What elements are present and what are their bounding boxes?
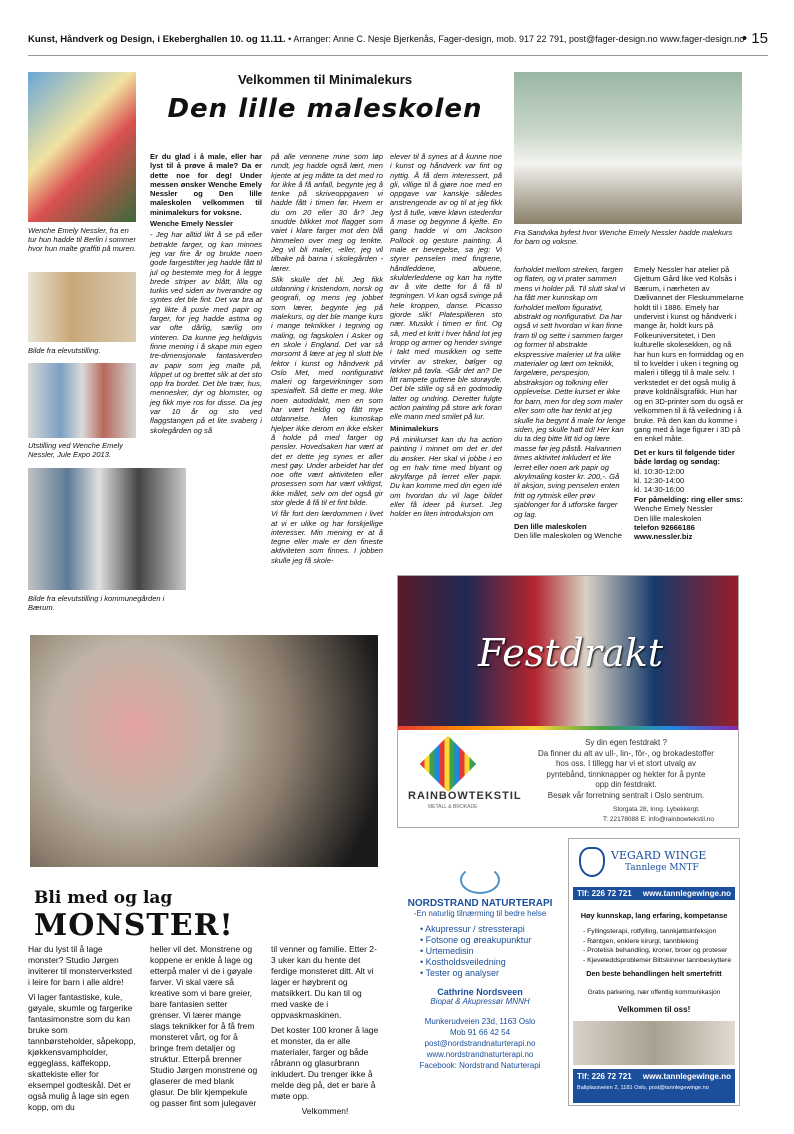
course-time: kl. 14:30-16:00 [634,485,685,495]
rainbow-brand-sub: METALL & BROKADE [428,804,478,810]
vegard-service: - Røntgen, enklere kirurgi, tannbleking [583,937,699,945]
festdrakt-line: pyntebånd, tinnknapper og hekter for å pynte [546,769,706,779]
vegard-service: - Fyllingsterapi, rotfylling, tannkjøttsinfeksjon [583,928,717,935]
vegard-parking: Gratis parkering, nær offentlig kommunikasjon [587,989,721,996]
monster-col-1 [28,944,136,1117]
vegard-foot-phone[interactable]: Tlf: 226 72 721 [577,1072,632,1081]
festdrakt-line: Da finner du alt av ull-, lin-, fôr-, og brokadestoffer [538,748,714,758]
festdrakt-ad [397,575,739,828]
vegard-name: VEGARD WINGE [611,849,707,862]
rightcol-paragraph: Den lille maleskolen og Wenche [514,531,622,541]
contact-org: Den lille maleskolen [634,513,702,523]
vegard-service: - Protetisk behandling, kroner, broer og proteser [583,947,728,955]
caption-1: Wenche Emely Nessler, fra en tur hun hadde til Berlin i sommer hvor hun malte graffiti på muren. [28,226,136,253]
naturterapi-web[interactable]: www.nordstrandnaturterapi.no [426,1050,534,1059]
service-item: • Fotsone og øreakupunktur [420,935,560,946]
article-title: Den lille maleskolen [167,94,483,124]
monster-paragraph: Det koster 100 kroner å lage et monster, da er alle materialer, farger og både råbrann og glasurbrann inkludert. Du trenger ikke å melde deg på, det er bare å møte opp. [271,1025,379,1101]
vegard-web[interactable]: www.tannlegewinge.no [642,889,731,898]
course-time: kl. 10:30-12:00 [634,466,685,476]
monster-title [34,888,374,943]
service-item: • Akupressur / stressterapi [420,924,560,935]
photo-exhibition-2 [28,363,136,438]
photo-exhibition-1 [28,272,136,342]
vegard-best: Den beste behandlingen helt smertefritt [586,969,722,978]
vegard-foot-web[interactable]: www.tannlegewinge.no [642,1072,731,1081]
photo-graffiti [28,72,136,222]
rightcol-a [514,265,626,541]
article-paragraph: Vi får fort den lærdommen i livet at vi er ulike og har forskjellige interesser. Min mening er at å tegne eller male er den fineste aktiviteten som finnes. I jobben skulle jeg få skole- [271,509,383,565]
monster-welcome: Velkommen! [301,1106,349,1116]
monster-col-3 [271,944,379,1121]
caption-3: Utstilling ved Wenche Emely Nessler, Jule Expo 2013. [28,441,123,459]
vegard-ad [568,838,740,1106]
vegard-footer-line [577,1072,731,1081]
festdrakt-contact: T: 22178088 E: info@rainbowtekstil.no [603,816,715,823]
water-drop-icon [460,866,500,894]
vegard-headline: Høy kunnskap, lang erfaring, kompetanse [580,911,728,920]
naturterapi-ad [400,858,560,1108]
rightcol-paragraph: Emely Nessler har atelier på Gjettum Gård like ved Kolsås i Bærum, i nærheten av Dælivannet der Fleskummelarne holdt til i 1886. Emely har undervist i kunst og håndverk i mange år, holdt kurs på Folkeuniversitetet, i Den kulturelle skolesekken, og nå har hun kurs en formiddag og en til to kvelder i uken i tegning og maleri i tillegg til å male selv. I verkstedet er det også mulig å prøve koldnålsgrafikk. Hun har og en 3D-printer som du også er velkommen til å få veiledning i å bruke. På den kan du komme i gang med å lage figurer i 3D på en enkel måte. [634,265,744,444]
page-number: • 15 [741,30,768,47]
article-paragraph: - Jeg har alltid likt å se på eller betrakte farger, og kan minnes jeg var fire år og brukte noen gode fargestifter jeg hadde fått til jul og bestemte meg for å legge brede striper av blått, lilla og turkis ved siden av hverandre og syntes det ble fint. Det var bra at jeg likte å pusle med papir og farger, for jeg hadde astma og var ofte dårlig, særlig om vinteren. Da kunne jeg heldigvis finne mening i å skape min egen tre-dimensjonale fantasiverden av papir som jeg malte på, klippet ut og brettet slik at det sto opp fra bordet. Det ble trær, hus, mennesker, dyr og blomster, og jeg fikk mye ros for disse. Da jeg var 10 år og sto ved flaggstangen på et lite svaberg i skolegården og så [150,230,262,435]
festdrakt-line: hos oss. I tillegg har vi et stort utvalg av [555,759,697,768]
course-time: kl. 12:30-14:00 [634,475,685,485]
vegard-photo [573,1021,735,1065]
service-item: • Kostholdsveiledning [420,957,560,968]
photo-monsters [30,635,378,867]
naturterapi-title: NORDSTRAND NATURTERAPI [407,898,553,909]
festdrakt-title: Festdrakt [478,631,663,675]
article-intro: Er du glad i å male, eller har lyst til å prøve å male? Da er dette noe for deg! Under messen ønsker Wenche Emely Nessler og Den lille maleskolen velkommen til minimalekurs for voksne. [150,152,262,217]
monster-title-small: Bli med og lag [34,888,173,908]
vegard-foot-addr: Ballplassveien 2, 1181 Oslo, post@tannlegewinge.no [577,1085,709,1091]
rainbow-brand: RAINBOWTEKSTIL [408,790,522,802]
naturterapi-facebook[interactable]: Facebook: Nordstrand Naturterapi [419,1061,541,1070]
naturterapi-services [400,924,560,979]
vegard-welcome: Velkommen til oss! [617,1005,691,1014]
article-paragraph: på alle vennene mine som løp rundt, jeg hadde også lært, men kjente at jeg måtte ta det med ro for ikke å få anfall, begynte jeg å tenke på skriveoppgaven vi hadde fått i timen før. Hvem er du om 20 eller 30 år? Jeg snudde blikket mot flagget som vaiet i klare farger mot den blå himmelen over meg og tenkte. Jeg vil bli maler, -eller, jeg vil tilbake på barna i skolegården - lærer. [271,152,383,273]
article-subhead-wenche: Wenche Emely Nessler [150,219,234,229]
signup-heading: For påmelding: ring eller sms: [634,494,743,504]
article-col-3 [390,152,502,521]
vegard-service: - Kjeveleddsproblemer Bittskinner tannbeskyttere [583,956,732,964]
naturterapi-slogan: -En naturlig tilnærming til bedre helse [413,909,547,918]
festdrakt-text [516,738,736,801]
article-kicker: Velkommen til Minimalekurs [237,72,413,87]
contact-web: www.nessler.biz [634,532,693,542]
vegard-services [583,927,737,965]
naturterapi-role: Biopat & Akupressør MNNH [430,997,530,1006]
article-subhead-minimalekurs: Minimalekurs [390,423,439,433]
monster-col-2 [150,944,258,1113]
article-paragraph: Slik skulle det bli. Jeg fikk utdanning i kristendom, norsk og geografi, og mens jeg jobbet som lærer, begynte jeg på malekurs, og det ble mange kurs i mange teknikker i tegning og maling, og fagskolen i Asker og en skole i England. Det var så morsomt å lære at jeg til slutt ble lektor i kunst og håndverk på Oslo Met, med nonfigurativt maleri og fargevirkninger som spesialfelt. Så dette er meg. Ikke noen autodidakt, men en som har vært heldig og fått mye utdannelse. Men kunnskap hjelper ikke derom en ikke elsker å holde på med farger og pensler. Hovedsaken har vært at det er dette jeg synes er aller mest gøy. Under arbeidet har det noe ofte vært aktiviteten eller prosessen som har vært viktigst, ikke målet, selv om det også gir stor glede å få til et fint bilde. [271,274,383,507]
contact-phone: telefon 92666186 [634,522,695,532]
monster-title-big: MONSTER! [34,908,234,943]
header-title: Kunst, Håndverk og Design, i Ekeberghallen 10. og 11.11. [28,34,286,45]
rainbow-logo-icon [420,736,477,793]
page-header [28,30,768,56]
monster-paragraph: heller vil det. Monstrene og koppene er enkle å lage og etterpå maler vi de i gøyale farver. Vi skal være så kreative som vi bare greier, bare fantasien setter grenser. Vi lærer mange slags teknikker for å få frem monsteret vårt, og for å bringe frem detaljer og struktur. Etterpå brenner Studio Jørgen monstrene og glaserer de med blank glasur. De blir kjempekule og passer fint som julegaver [150,944,258,1108]
monster-paragraph: Har du lyst til å lage monster? Studio Jørgen inviterer til monsterverksted i leire for barn i alle aldre! [28,944,132,987]
caption-2: Bilde fra elevutstilling. [28,346,101,355]
photo-exhibition-3 [28,468,186,590]
naturterapi-mob: Mob 91 66 42 54 [449,1028,511,1037]
photo-byfest [514,72,742,224]
service-item: • Urtemedisin [420,946,560,957]
header-arranger: • Arranger: Anne C. Nesje Bjerkenås, Fager-design, mob. 917 22 791, post@fager-design.no www.fager-design.no [288,34,745,44]
festdrakt-line: Sy din egen festdrakt ? [585,738,667,747]
tooth-icon [579,847,605,877]
festdrakt-line: Besøk vår forretning sentralt i Oslo sentrum. [547,790,705,800]
rightcol-subhead: Den lille maleskolen [514,521,587,531]
rainbow-stripe [398,726,739,730]
rightcol-b [634,265,744,542]
article-paragraph: På minikurset kan du ha action painting i minnet om det er det du ønsker. Her skal vi jobbe i en og en halv time med blyant og akrylfarge på lerret eller papir. Du kan komme med din egen idé om hvordan du vil lage bildet eller få ideer på kurset. Jeg holder en liten introduksjon om [390,434,502,519]
article-paragraph: elever til å synes at å kunne noe i kunst og håndverk var fint og nyttig. Å få dem interessert, på gli, villige til å gjøre noe med en oppgave var kanskje således anstrengende av og til at jeg fikk lyst å tulle, være kløvn istedenfor å mase og begynne å kjefte. En gang hadde vi om Jackson Pollock og gesture painting. Å male er bevegelse, sa jeg: Vi styrer penselen med fingrene, håndleddene, albuene, skulderleddene og kan ha nytte av å vite dette for å få til tegningen. Vi kan også svinge på hele kroppen, danse. Picasso gjorde slik! Platespilleren sto nær. Musikk i timen er fint. Og så, med et kritt i hver hånd lot jeg kropp og armer og hender svinge i takt med musikken og sette virvler av streker, bølger og løkker på tavla. -Går det an? De litt rampete guttene ble storøyde. Det ble stille og så en godmodig latter og undring. Deretter fulgte action painting på store ark foran elle mann med smilet på lur. [390,152,502,422]
course-times-heading: Det er kurs til følgende tider både lørdag og søndag: [634,447,735,467]
naturterapi-name: Cathrine Nordsveen [437,987,523,997]
monster-paragraph: til venner og familie. Etter 2-3 uker kan du hente det ferdige monsteret ditt. Alt vi lager er høybrent og matsikkert. Du kan til og med vaske de i oppvaskmaskinen. [271,944,377,1020]
naturterapi-contact [400,1016,560,1071]
festdrakt-address: Storgata 28, Inng. Lybekkergt. [613,806,700,813]
vegard-phone-bar [573,887,735,900]
monster-paragraph: Vi lager fantastiske, kule, gøyale, skumle og fargerike fantasimonstre som du kan bruke som tannbørsteholder, såpekopp, kjøkkensvampholder, eggeglass, kaffekopp, skattekiste eller for eksempel godteskål. Det er også mulig å lage sin egen kopp, om du [28,992,136,1112]
festdrakt-line: opp din festdrakt. [595,780,657,789]
naturterapi-address: Munkerudveien 23d, 1163 Oslo [424,1017,536,1026]
article-col-2 [271,152,383,567]
naturterapi-email[interactable]: post@nordstrandnaturterapi.no [424,1039,536,1048]
vegard-phone[interactable]: Tlf: 226 72 721 [577,889,632,898]
caption-4: Bilde fra elevutstilling i kommunegården i Bærum. [28,594,165,612]
vegard-footer [573,1069,735,1103]
contact-name: Wenche Emely Nessler [634,504,713,514]
rightcol-paragraph: forholdet mellom streken, fargen og flaten, og vi prater sammen mens vi holder på. Til slutt skal vi ha fått mer kunnskap om forholdet mellom figurativt, abstrakt og nonfigurativt. Da har også vi sett hvordan vi kan finne fram til og sette i sammen farger og former til abstrakte ekspressive malerier ut fra ulike materialer og lært om teknikk, fargelære, perspesjon, abstraksjon og tolkning eller opplevelse. Dette kurset er ikke for barn, men for deg som maler eller som ofte har tenkt at jeg skulle ha begynt å male for lenge siden, jeg skulle hatt tid! Her kan du ta deg bitte litt tid og lære masse før jeg påstå. Halvannen times aktivitet inkludert et lite lerret eller noen ark papir og akrylmaling koster kr. 200,-. Gå til aksjon, sving penselen enten fritt og rytmisk eller prøv sjablonger for å utforske farger og lag. [514,265,626,519]
vegard-sub: Tannlege MNTF [625,863,699,873]
service-item: • Tester og analyser [420,968,560,979]
caption-5: Fra Sandvika byfest hvor Wenche Emely Nessler hadde malekurs for barn og voksne. [514,228,733,246]
article-col-1 [150,152,262,437]
